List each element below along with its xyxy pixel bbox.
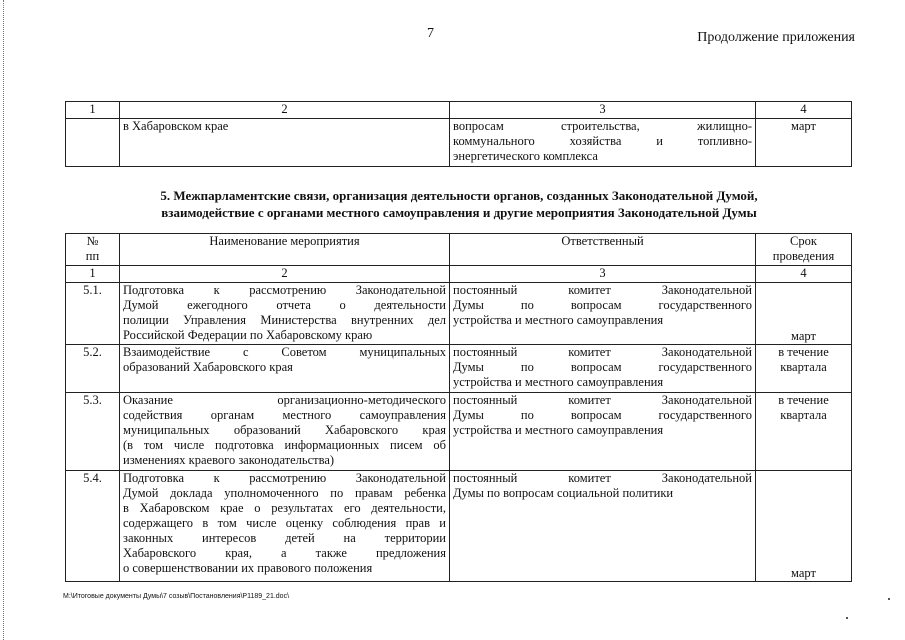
column-numbering-row [66,266,852,283]
event-name-line: Думой ежегодного отчета о деятельности [123,298,446,312]
event-name-line: образований Хабаровского края [123,360,293,374]
column-number-2: 2 [120,102,450,119]
event-name-line: изменениях краевого законодательства) [123,453,335,467]
column-number-1: 1 [66,102,120,119]
num-header-line: № [86,234,99,248]
responsible-line: коммунального хозяйства и топливно- [453,134,752,148]
term-line: квартала [780,360,827,374]
section-title-line: 5. Межпарламентские связи, организация деятельности органов, созданных Законодательной Думой, [160,188,758,203]
event-name-line: Взаимодействие с Советом муниципальных [123,345,446,359]
term-value: март [791,566,816,580]
events-table [65,233,852,582]
event-name-cell: в Хабаровском крае [120,119,450,167]
responsible-cell [450,283,756,345]
responsible-cell [450,119,756,167]
row-number: 5.1. [66,283,120,345]
row-number: 5.2. [66,345,120,393]
page-number: 7 [427,26,434,41]
responsible-cell [450,471,756,582]
event-name-line: Российской Федерации по Хабаровскому краю [123,328,373,342]
num-header-line: пп [85,249,100,263]
column-number-3: 3 [450,102,756,119]
row-number: 5.3. [66,393,120,471]
responsible-line: устройства и местного самоуправления [453,423,664,437]
document-file-path: M:\Итоговые документы Думы\7 созыв\Постановления\P1189_21.doc\ [63,593,290,600]
page-edge-rule [3,0,4,640]
event-name-line: (в том числе подготовка информационных писем об [123,438,446,452]
responsible-line: вопросам строительства, жилищно- [453,119,752,133]
column-number-3: 3 [450,266,756,283]
term-line: в течение [778,345,829,359]
event-name-line: муниципальных образований Хабаровского края [123,423,446,437]
scan-speck [888,598,890,600]
event-name-line: Хабаровского края, а также предложения [123,546,446,560]
term-line: квартала [780,408,827,422]
responsible-line: Думы по вопросам государственного [453,408,752,422]
table-row [66,393,852,471]
responsible-line: устройства и местного самоуправления [453,313,664,327]
event-name-line: Думой доклада уполномоченного по правам ребенка [123,486,446,500]
responsible-header: Ответственный [450,234,756,266]
name-header: Наименование мероприятия [120,234,450,266]
column-numbering-row [66,102,852,119]
event-name-line: в Хабаровском крае о результатах его деятельности, [123,501,446,515]
term-cell [756,283,852,345]
table-row [66,345,852,393]
section-title [65,187,853,221]
event-name-line: полиции Управления Министерства внутренних дел [123,313,446,327]
responsible-line: Думы по вопросам государственного [453,298,752,312]
term-cell [756,393,852,471]
event-name-line: содержащего в том числе оценку соблюдения прав и [123,516,446,530]
table-row [66,119,852,167]
responsible-line: энергетического комплекса [453,149,598,163]
responsible-line: Думы по вопросам государственного [453,360,752,374]
responsible-line: постоянный комитет Законодательной [453,393,752,407]
responsible-line: постоянный комитет Законодательной [453,345,752,359]
event-name-cell [120,393,450,471]
row-number-cell [66,119,120,167]
scan-speck [846,617,848,619]
term-header-line: Срок [790,234,817,248]
row-number: 5.4. [66,471,120,582]
table-header-row [66,234,852,266]
responsible-line: постоянный комитет Законодательной [453,471,752,485]
table-row [66,471,852,582]
event-name-cell [120,283,450,345]
responsible-line: Думы по вопросам социальной политики [453,486,674,500]
column-number-2: 2 [120,266,450,283]
term-header-line: проведения [772,249,835,263]
responsible-cell [450,345,756,393]
event-name-line: Оказание организационно-методического [123,393,446,407]
event-name-cell [120,471,450,582]
num-header [66,234,120,266]
event-name-line: о совершенствовании их правового положения [123,561,373,575]
column-number-1: 1 [66,266,120,283]
top-continuation-table [65,101,852,167]
column-number-4: 4 [756,266,852,283]
term-cell: март [756,119,852,167]
event-name-cell [120,345,450,393]
responsible-line: постоянный комитет Законодательной [453,283,752,297]
term-header [756,234,852,266]
responsible-line: устройства и местного самоуправления [453,375,664,389]
responsible-cell [450,393,756,471]
table-row [66,283,852,345]
term-cell [756,471,852,582]
column-number-4: 4 [756,102,852,119]
term-cell [756,345,852,393]
event-name-line: Подготовка к рассмотрению Законодательной [123,283,446,297]
term-line: в течение [778,393,829,407]
event-name-line: содействия органам местного самоуправления [123,408,446,422]
term-value: март [791,329,816,343]
continuation-label: Продолжение приложения [697,30,855,45]
event-name-line: законных интересов детей на территории [123,531,446,545]
section-title-line: взаимодействие с органами местного самоуправления и другие мероприятия Законодательной Думы [161,205,757,220]
event-name-line: Подготовка к рассмотрению Законодательной [123,471,446,485]
